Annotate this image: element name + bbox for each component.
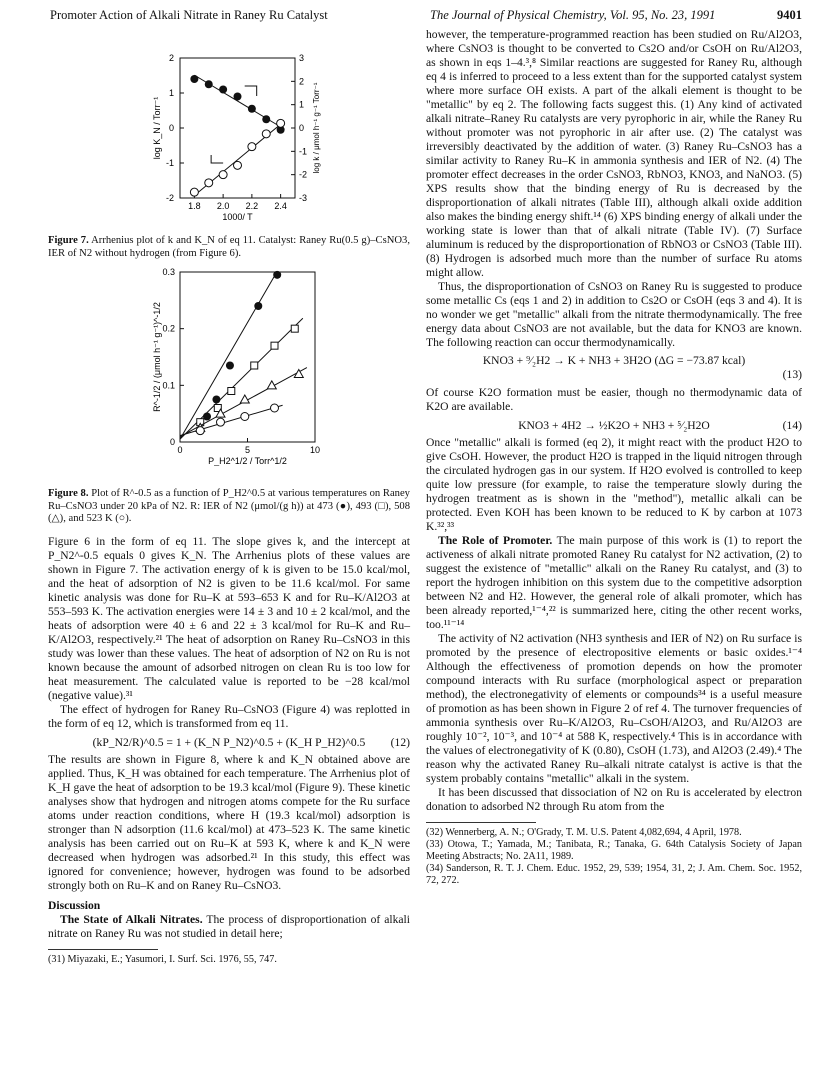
tick-label-right: -3 [299,193,308,203]
arrow-to-right-axis [245,86,257,96]
data-point [248,143,256,151]
arrow-to-left-axis [211,155,223,163]
data-point [212,396,220,404]
tick-label-left: -1 [165,158,174,168]
data-point [217,418,225,426]
tick-label-y: 0.2 [162,323,175,334]
fit-line [180,272,277,439]
tick-label-right: -2 [299,169,308,180]
data-point [234,161,242,169]
tick-label-left: 1 [168,88,174,98]
tick-label-x: 2.2 [245,201,259,211]
figure-7-caption-text: Arrhenius plot of k and K_N of eq 11. Catalyst: Raney Ru(0.5 g)–CsNO3, IER of N2 without hydrogen (from Figure 6). [48,235,410,259]
x-axis-label: 1000/ T [222,212,253,222]
data-point [234,93,242,101]
tick-label-right: 2 [299,76,305,87]
data-point [219,86,227,94]
paragraph: The activity of N2 activation (NH3 synthesis and IER of N2) on Ru surface is promoted by the presence of electropositive elements or basic oxides.¹⁻⁴ Although the effectiveness of promotion depends on how the promoter compound interacts with Ru surface (morphological aspect or preparation method), the electronegativity of elements or compounds³⁴ is a useful measure of promotion as has been shown in Figure 2 of ref 4. The turnover frequencies of ammonia synthesis over Ru–K/Al2O3, Ru–CsOH/Al2O3, and Ru/Al2O3 are roughly 10⁻², 10⁻³, and 10⁻⁴ at 588 K, respectively.⁴ This is in accordance with the values of electronegativity of K (0.80), CsOH (1.73), and Al2O3 (2.49).⁴ The reason why the activated Raney Ru–alkali nitrate catalyst is active is that the system probably contains "metallic" alkali in the system. [426,632,802,785]
tick-label-right: -1 [299,146,308,157]
tick-label-right: 3 [299,53,305,63]
journal-citation: The Journal of Physical Chemistry, Vol. 95, No. 23, 1991 [430,8,716,22]
tick-label-x: 0 [177,445,183,455]
footnote-33: (33) Otowa, T.; Yamada, M.; Tanibata, R.; Tanaka, G. 64th Catalysis Society of Japan Meeting Abstracts; No. 2A11, 1989. [426,839,802,862]
data-point [273,271,281,279]
tick-label-x: 10 [309,445,321,455]
tick-label-y: 0.1 [162,380,175,391]
left-column [48,535,410,966]
data-point [190,188,198,196]
tick-label-y: 0 [169,437,175,447]
equation-12 [48,736,410,750]
figure-8-chart [150,266,360,466]
left-axis-label: log K_N / Torr⁻¹ [152,96,162,160]
paragraph: The results are shown in Figure 8, where k and K_N obtained above are applied. Thus, K_H was obtained for each temperature. The Arrhenius plot of K_H gave the heat of adsorption to be 19.3 kcal/mol (Figure 9). These kinetic analyses show that hydrogen and nitrogen atoms compete for the Ru surface atoms under reaction conditions, where H (19.3 kcal/mol) adsorption is stronger than N adsorption (11.6 kcal/mol) at 473–523 K. The same kinetic analysis has been carried out on Ru–K at 593 K, where k and K_N were decreased when hydrogen was adsorbed.²¹ In this study, this effect was ignored for convenience; however, hydrogen was found to be adsorbed strongly both on Ru–K and on Raney Ru–CsNO3. [48,753,410,892]
data-point [226,362,234,370]
data-point [228,388,235,395]
equation-14-body: KNO3 + 4H2 → ½K2O + NH3 + ⁵⁄₂H2O [518,419,710,432]
footnote-rule [48,949,158,950]
equation-12-body: (kP_N2/R)^0.5 = 1 + (K_N P_N2)^0.5 + (K_H P_H2)^0.5 [92,736,366,749]
equation-13-body: KNO3 + ⁹⁄₂H2 → K + NH3 + 3H2O (ΔG = −73.87 kcal) [482,354,746,367]
tick-label-y: 0.3 [162,267,175,277]
data-point [190,75,198,83]
tick-label-x: 5 [244,445,251,455]
data-point [248,105,256,113]
data-point [219,171,227,179]
data-point [196,427,204,435]
data-point [205,80,213,88]
role-heading: The Role of Promoter. [438,534,553,547]
paragraph: The State of Alkali Nitrates. The process of disproportionation of alkali nitrate on Raney Ru was not studied in detail here; [48,913,410,940]
tick-label-left: -2 [165,193,174,203]
tick-label-x: 1.8 [188,201,201,211]
discussion-heading: Discussion [48,899,101,912]
paragraph: Of course K2O formation must be easier, though no thermodynamic data of K2O are available. [426,386,802,413]
equation-14 [426,419,802,433]
paragraph: The effect of hydrogen for Raney Ru–CsNO3 (Figure 4) was replotted in the form of eq 12, which is transformed from eq 11. [48,703,410,730]
footnote-rule [426,822,536,823]
figure-7-chart [150,52,350,230]
data-point [205,179,213,187]
equation-13-number: (13) [782,368,802,381]
paragraph: Once "metallic" alkali is formed (eq 2), it might react with the product H2O to give CsOH. However, the product H2O is trapped in the liquid nitrogen through the circulated hydrogen gas in our system. If H2O evolved is controlled to keep quite low pressure (for example, to raise the temperature slowly during the hydrogen treatment as is shown in the "method"), metallic alkali can be protected. Even KOH has been known to be reduced to K by carbon at 1073 K.³²,³³ [426,436,802,533]
x-axis-label: P_H2^1/2 / Torr^1/2 [208,456,287,466]
data-point [241,413,249,421]
paragraph: Thus, the disproportionation of CsNO3 on Raney Ru is suggested to produce some metallic Cs (eqs 1 and 2) in addition to Cs2O or CsOH (eqs 3 and 4). It is no wonder we get "metallic" alkali from the nitrate thermodynamically. The free energy data about CsNO3 are not available, but the data for KNO3 are known. The following reaction can occur thermodynamically. [426,280,802,349]
figure-8-caption [48,488,410,526]
data-point [254,302,262,310]
footnote-31: (31) Miyazaki, E.; Yasumori, I. Surf. Sci. 1976, 55, 747. [48,954,277,965]
footnote-32: (32) Wennerberg, A. N.; O'Grady, T. M. U.S. Patent 4,082,694, 4 April, 1978. [426,827,742,838]
paragraph: however, the temperature-programmed reaction has been studied on Ru/Al2O3, where CsNO3 is thought to be converted to Cs2O and/or CsOH on Ru/Al2O3, as shown in eqs 1–4.³,⁸ Similar reactions are suggested for Raney Ru, although eq 4 is inferred to proceed to a less extent than for the supported catalyst system where more surface OH exists. A part of the alkali element is thought to be "metallic" by eq 2. The following facts suggest this. (1) Any kind of activated alkali nitrate–Raney Ru catalysts are very pyrophoric in air, while the Raney Ru without promoter was not pyrophoric in air after use. (2) The catalyst was irreversibly deactivated by the addition of water. (3) Raney Ru–CsNO3 has a similar activity to Raney Ru–K in ammonia synthesis and IER of N2. (4) The promoter effect decreases in the order CsNO3, RbNO3, KNO3, and NaNO3. (5) XPS results show that the binding energy of Ru is decreased by the disproportionation of alkali nitrates (Table III), although alkali oxide addition also makes the binding energy shift.¹⁴ (6) XPS binding energy of alkali under the working state is lower than that of alkali nitrate (Table IV). (7) Surface aluminum is reduced by the disproportionation of RbNO3 or CsNO3 (Table III). (8) Hydrogen is adsorbed much more than the number of surface Ru atoms might allow. [426,28,802,279]
running-header-left: Promoter Action of Alkali Nitrate in Raney Ru Catalyst [50,8,328,22]
equation-14-number: (14) [782,419,802,432]
data-point [271,404,279,412]
data-point [271,342,278,349]
paragraph: The Role of Promoter. The main purpose of this work is (1) to report the activeness of alkali nitrate promoted Raney Ru catalyst for N2 activation, (2) to suggest the existence of "metallic" alkali on the Raney Ru catalyst, and (3) to report the hydrogen inhibition on this system due to the competitive adsorption between N2 and H2. However, the general role of alkali promoter, which has been already reported,¹⁻⁴,²² is summarized here, citing the other recent works, too.¹¹⁻¹⁴ [426,534,802,631]
fit-line [180,405,283,435]
data-point [251,362,258,369]
tick-label-right: 1 [299,99,305,110]
paragraph: It has been discussed that dissociation of N2 on Ru is accelerated by electron donation to adsorbed N2 through Ru atom from the [426,786,802,813]
figure-7-caption-label: Figure 7. [48,235,89,246]
equation-12-number: (12) [390,736,410,749]
state-heading: The State of Alkali Nitrates. [60,913,203,926]
data-point [240,395,249,403]
data-point [291,325,298,332]
data-point [262,115,270,123]
tick-label-left: 0 [168,123,174,133]
tick-label-x: 2.0 [216,201,230,211]
data-point [262,130,270,138]
y-axis-label: R^-1/2 / (μmol h⁻¹ g⁻¹)^-1/2 [152,302,162,412]
figure-8-caption-label: Figure 8. [48,488,89,499]
page-number: 9401 [777,8,802,22]
data-point [277,119,285,127]
right-column [426,28,802,887]
figure-8-caption-text: Plot of R^-0.5 as a function of P_H2^0.5 at various temperatures on Raney Ru–CsNO3 under 20 kPa of N2. R: IER of N2 (μmol/(g h)) at 473 (●), 493 (□), 508 (△), and 523 K (○). [48,488,410,524]
tick-label-x: 2.4 [274,201,287,211]
tick-label-left: 2 [168,53,174,63]
equation-13 [426,354,802,382]
footnote-34: (34) Sanderson, R. T. J. Chem. Educ. 1952, 29, 539; 1954, 31, 2; J. Am. Chem. Soc. 1952, 72, 272. [426,863,802,886]
right-axis-label: log k / μmol h⁻¹ g⁻¹ Torr⁻¹ [312,82,321,174]
figure-7-caption [48,235,410,260]
running-header-right [430,8,802,23]
paragraph: Figure 6 in the form of eq 11. The slope gives k, and the intercept at P_N2^-0.5 equals 0 gives K_N. The Arrhenius plots of these values are shown in Figure 7. The activation energy of k is given to be 15.0 kcal/mol, and the heat of adsorption of N2 is given to be 11.6 kcal/mol. For same kinetic analysis was done for Ru–K at 593–653 K and for Ru–K/Al2O3 at 553–593 K. The activation energies were 14 ± 3 and 10 ± 2 kcal/mol, and the heats of adsorption were 40 ± 6 and 22 ± 3 kcal/mol for Ru–K and Ru–K/Al2O3, respectively.²¹ The heat of adsorption on Raney Ru–CsNO3 in this study was lower than these values. The heat of adsorption of N2 on Ru is not known because the amount of adsorbed nitrogen on clean Ru is too low for heat measurement. The calculated value is reported to be −28 kcal/mol (negative value).³¹ [48,535,410,702]
tick-label-right: 0 [299,123,305,133]
